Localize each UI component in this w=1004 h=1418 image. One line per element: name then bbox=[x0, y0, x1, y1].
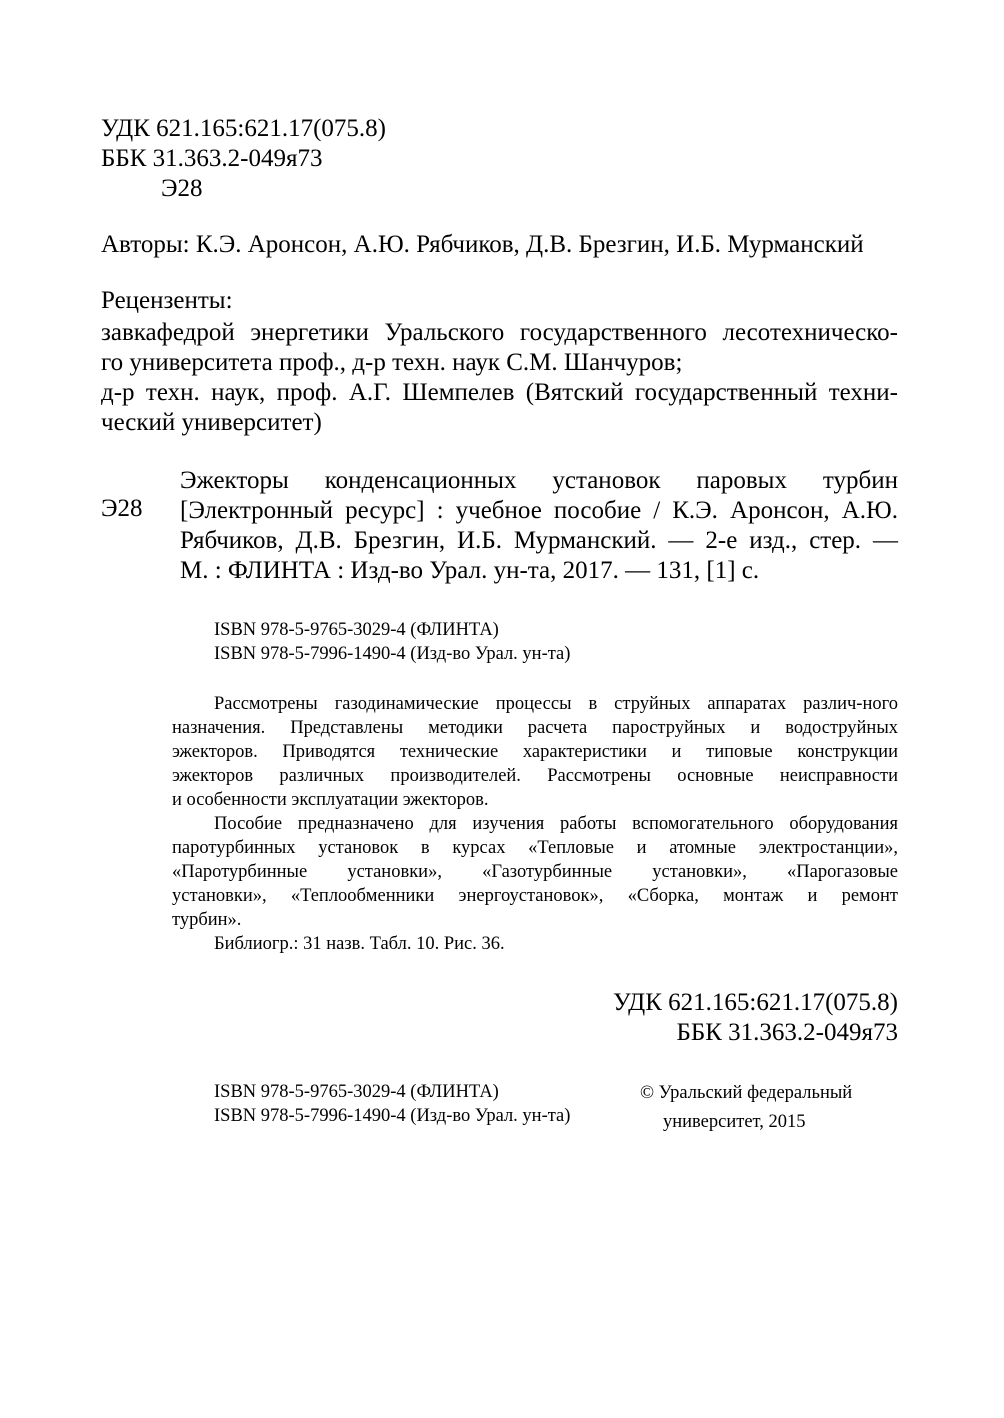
annotation-line: эжекторов. Приводятся технические характеристики и типовые конструкции bbox=[172, 742, 898, 762]
header-classification bbox=[101, 114, 521, 204]
udk-code-bottom: УДК 621.165:621.17(075.8) bbox=[613, 989, 898, 1016]
copyright bbox=[640, 1079, 900, 1137]
bibliographic-code bbox=[101, 494, 143, 524]
annotation bbox=[172, 692, 898, 956]
bibliography-note: Библиогр.: 31 назв. Табл. 10. Рис. 36. bbox=[214, 934, 505, 954]
authors-line: Авторы: К.Э. Аронсон, А.Ю. Рябчиков, Д.В. Брезгин, И.Б. Мурманский bbox=[101, 231, 864, 258]
reviewers-title: Рецензенты: bbox=[101, 287, 233, 314]
annotation-line: паротурбинных установок в курсах «Тепловые и атомные электростанции», bbox=[172, 838, 898, 858]
reviewer-line: го университета проф., д-р техн. наук С.М. Шанчуров; bbox=[101, 349, 683, 376]
footer-isbn bbox=[214, 1080, 624, 1128]
bibliographic-line: Эжекторы конденсационных установок паровых турбин bbox=[180, 467, 898, 494]
annotation-line: «Паротурбинные установки», «Газотурбинные установки», «Парогазовые bbox=[172, 862, 898, 882]
authors bbox=[101, 230, 901, 260]
reviewers-block bbox=[101, 286, 898, 438]
bibliographic-line: Рябчиков, Д.В. Брезгин, И.Б. Мурманский. — 2-е изд., стер. — bbox=[180, 527, 898, 554]
bbk-code-bottom: ББК 31.363.2-049я73 bbox=[676, 1019, 898, 1046]
author-mark: Э28 bbox=[161, 175, 203, 202]
copyright-line: © Уральский федеральный bbox=[640, 1083, 853, 1103]
isbn-line: ISBN 978-5-9765-3029-4 (ФЛИНТА) bbox=[214, 620, 499, 640]
copyright-line: университет, 2015 bbox=[663, 1112, 806, 1132]
bibliographic-line: [Электронный ресурс] : учебное пособие / К.Э. Аронсон, А.Ю. bbox=[180, 497, 898, 524]
annotation-line: турбин». bbox=[172, 910, 242, 930]
annotation-line: и особенности эксплуатации эжекторов. bbox=[172, 790, 489, 810]
isbn-line: ISBN 978-5-7996-1490-4 (Изд-во Урал. ун-та) bbox=[214, 644, 571, 664]
annotation-line: Рассмотрены газодинамические процессы в струйных аппаратах различ-ного bbox=[214, 694, 898, 714]
annotation-line: эжекторов различных производителей. Рассмотрены основные неисправности bbox=[172, 766, 898, 786]
footer-isbn-line: ISBN 978-5-9765-3029-4 (ФЛИНТА) bbox=[214, 1082, 499, 1102]
reviewer-line: ческий университет) bbox=[101, 409, 322, 436]
isbn-block bbox=[214, 618, 714, 666]
footer-isbn-line: ISBN 978-5-7996-1490-4 (Изд-во Урал. ун-та) bbox=[214, 1106, 571, 1126]
reviewer-line: завкафедрой энергетики Уральского государственного лесотехническо- bbox=[101, 319, 898, 346]
annotation-line: Пособие предназначено для изучения работы вспомогательного оборудования bbox=[214, 814, 898, 834]
udk-code: УДК 621.165:621.17(075.8) bbox=[101, 115, 386, 142]
bibliographic-author-mark: Э28 bbox=[101, 495, 143, 522]
annotation-line: назначения. Представлены методики расчета пароструйных и водоструйных bbox=[172, 718, 898, 738]
bibliographic-description bbox=[180, 466, 898, 586]
bbk-code: ББК 31.363.2-049я73 bbox=[101, 145, 323, 172]
bibliographic-line: М. : ФЛИНТА : Изд-во Урал. ун-та, 2017. — 131, [1] с. bbox=[180, 557, 760, 584]
annotation-line: установки», «Теплообменники энергоустановок», «Сборка, монтаж и ремонт bbox=[172, 886, 898, 906]
bottom-classification bbox=[498, 988, 898, 1048]
reviewer-line: д-р техн. наук, проф. А.Г. Шемпелев (Вятский государственный техни- bbox=[101, 379, 898, 406]
